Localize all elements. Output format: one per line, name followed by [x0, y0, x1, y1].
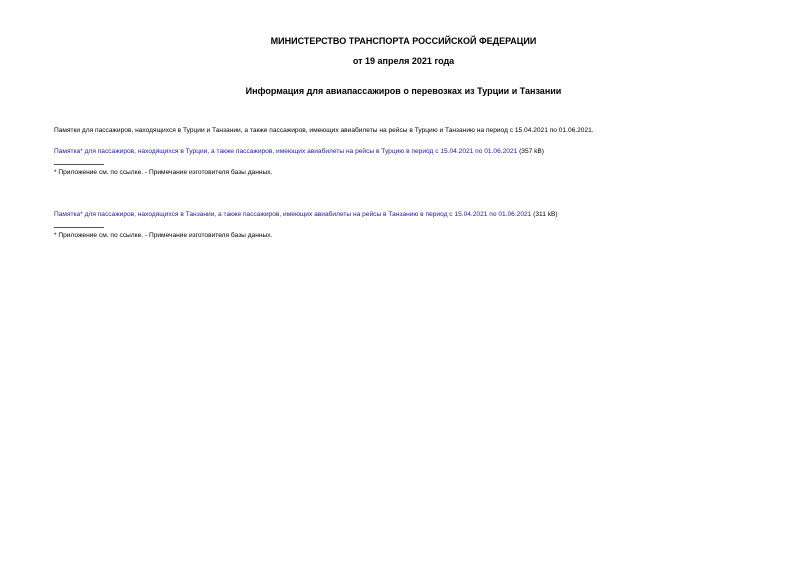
document-date: от 19 апреля 2021 года — [352, 56, 455, 66]
footnote-tanzania: * Приложение см. по ссылке. - Примечание изготовителя базы данных. — [54, 232, 273, 239]
attachment-tanzania — [54, 210, 558, 219]
intro-paragraph: Памятки для пассажиров, находящихся в Турции и Танзании, а также пассажиров, имеющих авиабилеты на рейсы в Турцию и Танзанию на период с 15.04.2021 по 01.06.2021. — [54, 127, 594, 134]
document-title: Информация для авиапассажиров о перевозках из Турции и Танзании — [245, 86, 562, 96]
attachment-link-tanzania[interactable]: Памятка* для пассажиров, находящихся в Танзании, а также пассажиров, имеющих авиабилеты на рейсы в Танзанию в период с 15.04.2021 по 01.06.2021 — [54, 211, 532, 218]
attachment-size-turkey: (357 kB) — [517, 148, 545, 155]
attachment-size-tanzania: (311 kB) — [531, 211, 558, 218]
ministry-heading: МИНИСТЕРСТВО ТРАНСПОРТА РОССИЙСКОЙ ФЕДЕРАЦИИ — [270, 36, 537, 46]
attachment-link-turkey[interactable]: Памятка* для пассажиров, находящихся в Турции, а также пассажиров, имеющих авиабилеты на рейсы в Турцию в период с 15.04.2021 по 01.06.2021 — [54, 148, 518, 155]
footnote-divider — [54, 164, 104, 165]
footnote-turkey: * Приложение см. по ссылке. - Примечание изготовителя базы данных. — [54, 169, 273, 176]
footnote-divider — [54, 227, 104, 228]
attachment-turkey — [54, 147, 544, 156]
